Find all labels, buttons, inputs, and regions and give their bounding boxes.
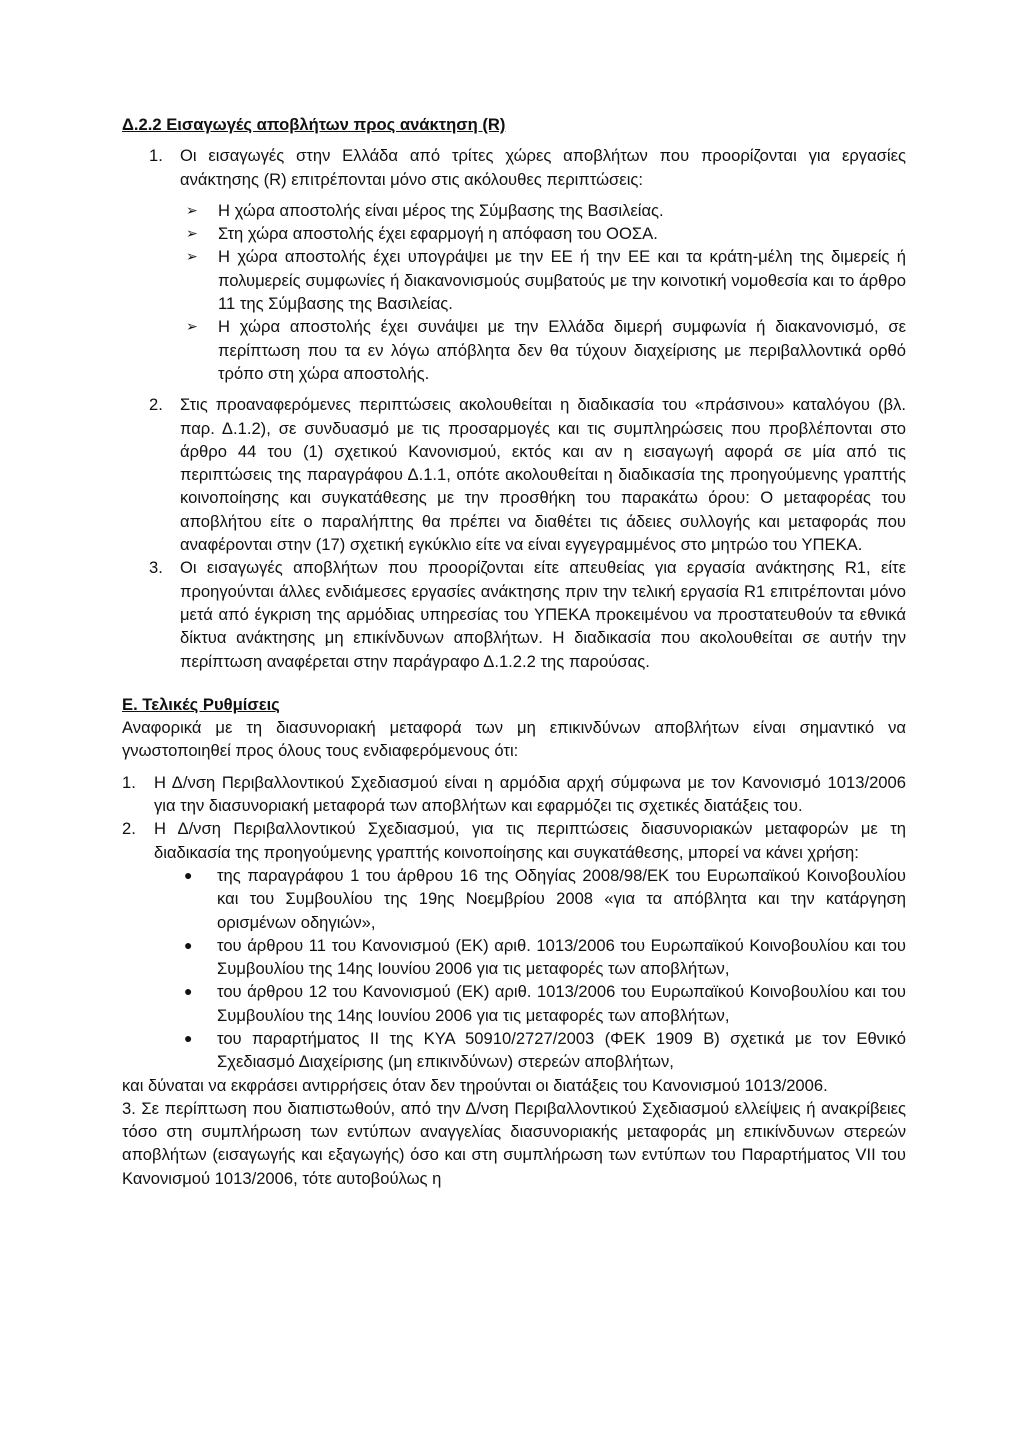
- item-text: Η Δ/νση Περιβαλλοντικού Σχεδιασμού είναι η αρμόδια αρχή σύμφωνα με τον Κανονισμό 1013/2006 για την διασυνοριακή μεταφορά των αποβλήτων και εφαρμόζει τις σχετικές διατάξεις του.: [154, 772, 906, 816]
- item-number: 2.: [122, 819, 136, 839]
- section-d22-title: Δ.2.2 Εισαγωγές αποβλήτων προς ανάκτηση (R): [122, 115, 506, 134]
- list-item-text: της παραγράφου 1 του άρθρου 16 της Οδηγίας 2008/98/ΕΚ του Ευρωπαϊκού Κοινοβουλίου και του Συμβουλίου της 19ης Νοεμβρίου 2008 «για τα απόβλητα και την κατάργηση ορισμένων οδηγιών»,: [217, 865, 906, 932]
- arrow-bullet-icon: ➢: [186, 248, 198, 265]
- item-number: 2.: [149, 395, 163, 415]
- arrow-bullet-icon: ➢: [186, 201, 198, 218]
- list-item-text: Η χώρα αποστολής είναι μέρος της Σύμβασης της Βασιλείας.: [218, 200, 664, 220]
- list-item: [122, 199, 906, 222]
- item-text: Οι εισαγωγές αποβλήτων που προορίζονται είτε απευθείας για εργασία ανάκτησης R1, είτε προηγούνται άλλες ενδιάμεσες εργασίες ανάκτησης πριν την τελική εργασία R1 επιτρέπονται μόνο μετά από έγκριση της αρμόδιας υπηρεσίας του ΥΠΕΚΑ προκειμένου να προστατευθούν τα εθνικά δίκτυα ανάκτησης μη επικίνδυνων αποβλήτων. Η διαδικασία που ακολουθείται σε αυτήν την περίπτωση αναφέρεται στην παράγραφο Δ.1.2.2 της παρούσας.: [180, 558, 906, 671]
- list-item-text: του άρθρου 11 του Κανονισμού (ΕΚ) αριθ. 1013/2006 του Ευρωπαϊκού Κοινοβουλίου και του Συμβουλίου της 14ης Ιουνίου 2006 για τις μεταφορές των αποβλήτων,: [217, 935, 906, 979]
- list-item: [122, 864, 906, 934]
- list-item: [122, 1027, 906, 1074]
- dot-bullet-list: [122, 864, 906, 1074]
- list-item-text: Στη χώρα αποστολής έχει εφαρμογή η απόφαση του ΟΟΣΑ.: [218, 224, 658, 244]
- list-item: [122, 980, 906, 1027]
- d22-item-3: [122, 556, 906, 672]
- list-item-text: Η χώρα αποστολής έχει υπογράψει με την ΕΕ ή την ΕΕ και τα κράτη-μέλη της διμερείς ή πολυμερείς συμφωνίες ή διακανονισμούς συμβατούς με την κοινοτική νομοθεσία και το άρθρο 11 της Σύμβασης της Βασιλείας.: [218, 247, 906, 314]
- dot-bullet-icon: ●: [184, 936, 193, 953]
- dot-bullet-icon: ●: [184, 866, 193, 883]
- item-text: Οι εισαγωγές στην Ελλάδα από τρίτες χώρες αποβλήτων που προορίζονται για εργασίες ανάκτησης (R) επιτρέπονται μόνο στις ακόλουθες περιπτώσεις:: [180, 146, 906, 189]
- e-item-3: 3. Σε περίπτωση που διαπιστωθούν, από την Δ/νση Περιβαλλοντικού Σχεδιασμού ελλείψεις ή ανακρίβειες τόσο στη συμπλήρωση των εντύπων αναγγελίας διασυνοριακής μεταφοράς μη επικίνδυνων στερεών αποβλήτων (εισαγωγής και εξαγωγής) όσο και στη συμπλήρωση των εντύπων του Παραρτήματος VII του Κανονισμού 1013/2006, τότε αυτοβούλως η: [122, 1098, 906, 1188]
- list-item-text: του άρθρου 12 του Κανονισμού (ΕΚ) αριθ. 1013/2006 του Ευρωπαϊκού Κοινοβουλίου και του Συμβουλίου της 14ης Ιουνίου 2006 για τις μεταφορές των αποβλήτων,: [217, 982, 906, 1025]
- arrow-bullet-list: [122, 199, 906, 385]
- item-number: 3.: [149, 558, 163, 578]
- dot-bullet-icon: ●: [184, 983, 193, 1000]
- item-number: 1.: [149, 146, 163, 166]
- arrow-bullet-icon: ➢: [186, 318, 198, 335]
- item-number: 1.: [122, 772, 136, 792]
- section-e-intro: Αναφορικά με τη διασυνοριακή μεταφορά των μη επικινδύνων αποβλήτων είναι σημαντικό να γνωστοποιηθεί προς όλους τους ενδιαφερόμενους ότι:: [122, 718, 906, 761]
- e-item-2-closing: και δύναται να εκφράσει αντιρρήσεις όταν δεν τηρούνται οι διατάξεις του Κανονισμού 1013/2006.: [122, 1075, 828, 1095]
- item-text: Η Δ/νση Περιβαλλοντικού Σχεδιασμού, για τις περιπτώσεις διασυνοριακών μεταφορών με τη διαδικασία της προηγούμενης γραπτής κοινοποίησης και συγκατάθεσης, μπορεί να κάνει χρήση:: [154, 819, 906, 862]
- document-page: [122, 113, 906, 1190]
- list-item: [122, 245, 906, 315]
- list-item-text: Η χώρα αποστολής έχει συνάψει με την Ελλάδα διμερή συμφωνία ή διακανονισμό, σε περίπτωση που τα εν λόγω απόβλητα δεν θα τύχουν διαχείρισης με περιβαλλοντικά ορθό τρόπο στη χώρα αποστολής.: [218, 317, 906, 383]
- section-e-title: Ε. Τελικές Ρυθμίσεις: [122, 694, 280, 714]
- list-item: [122, 222, 906, 245]
- dot-bullet-icon: ●: [184, 1029, 193, 1046]
- d22-item-2: [122, 393, 906, 556]
- item-text: Στις προαναφερόμενες περιπτώσεις ακολουθείται η διαδικασία του «πράσινου» καταλόγου (βλ. παρ. Δ.1.2), σε συνδυασμό με τις προσαρμογές και τις συμπληρώσεις που προβλέπονται στο άρθρο 44 του (1) σχετικού Κανονισμού, εκτός και αν η εισαγωγή αφορά σε μία από τις περιπτώσεις της παραγράφου Δ.1.1, οπότε ακολουθείται η διαδικασία της προηγούμενης γραπτής κοινοποίησης και συγκατάθεσης με την προσθήκη του παρακάτω όρου: Ο μεταφορέας του αποβλήτου είτε ο παραλήπτης θα πρέπει να διαθέτει τις άδειες συλλογής και μεταφοράς που αναφέρονται στην (17) σχετική εγκύκλιο είτε να είναι εγγεγραμμένος στο μητρώο του ΥΠΕΚΑ.: [180, 395, 906, 555]
- e-item-2: [122, 817, 906, 864]
- d22-item-1: [122, 144, 906, 191]
- list-item: [122, 934, 906, 981]
- list-item-text: του παραρτήματος ΙΙ της ΚΥΑ 50910/2727/2003 (ΦΕΚ 1909 Β) σχετικά με τον Εθνικό Σχεδιασμό Διαχείρισης (μη επικινδύνων) στερεών αποβλήτων,: [217, 1028, 906, 1072]
- arrow-bullet-icon: ➢: [186, 225, 198, 242]
- list-item: [122, 315, 906, 385]
- e-item-1: [122, 771, 906, 818]
